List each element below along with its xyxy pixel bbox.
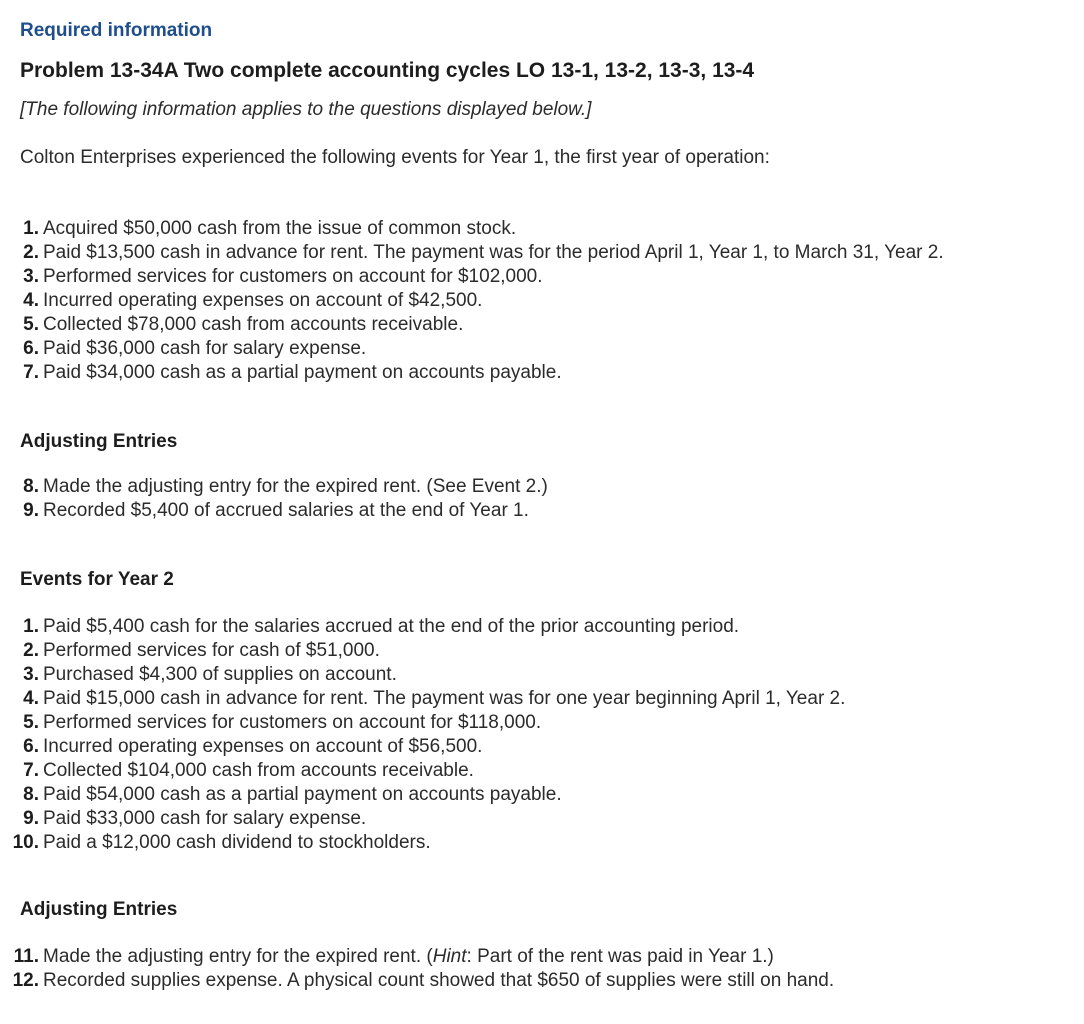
hint-label: Hint (432, 946, 467, 967)
list-item: 6. Incurred operating expenses on account of $56,500. (23, 736, 483, 757)
year1-adjusting-list (0, 475, 548, 523)
list-item: 4. Incurred operating expenses on account of $42,500. (23, 290, 483, 311)
list-item: 3. Purchased $4,300 of supplies on account. (23, 664, 397, 685)
intro-text: Colton Enterprises experienced the following events for Year 1, the first year of operation: (20, 147, 770, 168)
required-information-heading: Required information (20, 20, 213, 41)
year1-adjusting-heading: Adjusting Entries (20, 431, 178, 452)
list-item: 2. Performed services for cash of $51,000. (23, 640, 380, 661)
year2-events-list (0, 615, 845, 855)
list-item: 2. Paid $13,500 cash in advance for rent. The payment was for the period April 1, Year 1, to March 31, Year 2. (23, 242, 944, 263)
list-item: 12. Recorded supplies expense. A physical count showed that $650 of supplies were still on hand. (12, 970, 835, 991)
list-item: 1. Acquired $50,000 cash from the issue of common stock. (23, 218, 517, 239)
list-item: 9. Recorded $5,400 of accrued salaries at the end of Year 1. (23, 500, 529, 521)
list-item: 7. Collected $104,000 cash from accounts receivable. (23, 760, 474, 781)
list-item: 7. Paid $34,000 cash as a partial payment on accounts payable. (23, 362, 562, 383)
info-note: [The following information applies to the questions displayed below.] (20, 99, 592, 120)
year2-events-heading: Events for Year 2 (20, 569, 174, 590)
list-item: 9. Paid $33,000 cash for salary expense. (23, 808, 367, 829)
list-item: 6. Paid $36,000 cash for salary expense. (23, 338, 367, 359)
list-item: 1. Paid $5,400 cash for the salaries accrued at the end of the prior accounting period. (23, 616, 740, 637)
problem-title: Problem 13-34A Two complete accounting cycles LO 13-1, 13-2, 13-3, 13-4 (20, 59, 755, 82)
list-item: 4. Paid $15,000 cash in advance for rent. The payment was for one year beginning April 1, Year 2. (23, 688, 846, 709)
year2-adjusting-heading: Adjusting Entries (20, 899, 178, 920)
list-item: 8. Paid $54,000 cash as a partial payment on accounts payable. (23, 784, 562, 805)
list-item: 11. Made the adjusting entry for the expired rent. (Hint: Part of the rent was paid in Year 1.) (13, 946, 774, 967)
list-item: 5. Performed services for customers on account for $118,000. (23, 712, 542, 733)
list-item: 3. Performed services for customers on account for $102,000. (23, 266, 543, 287)
list-item: 5. Collected $78,000 cash from accounts receivable. (23, 314, 464, 335)
year1-events-list (0, 217, 944, 385)
list-item: 10. Paid a $12,000 cash dividend to stockholders. (12, 832, 431, 853)
year2-adjusting-list (0, 945, 834, 993)
list-item: 8. Made the adjusting entry for the expired rent. (See Event 2.) (23, 476, 548, 497)
